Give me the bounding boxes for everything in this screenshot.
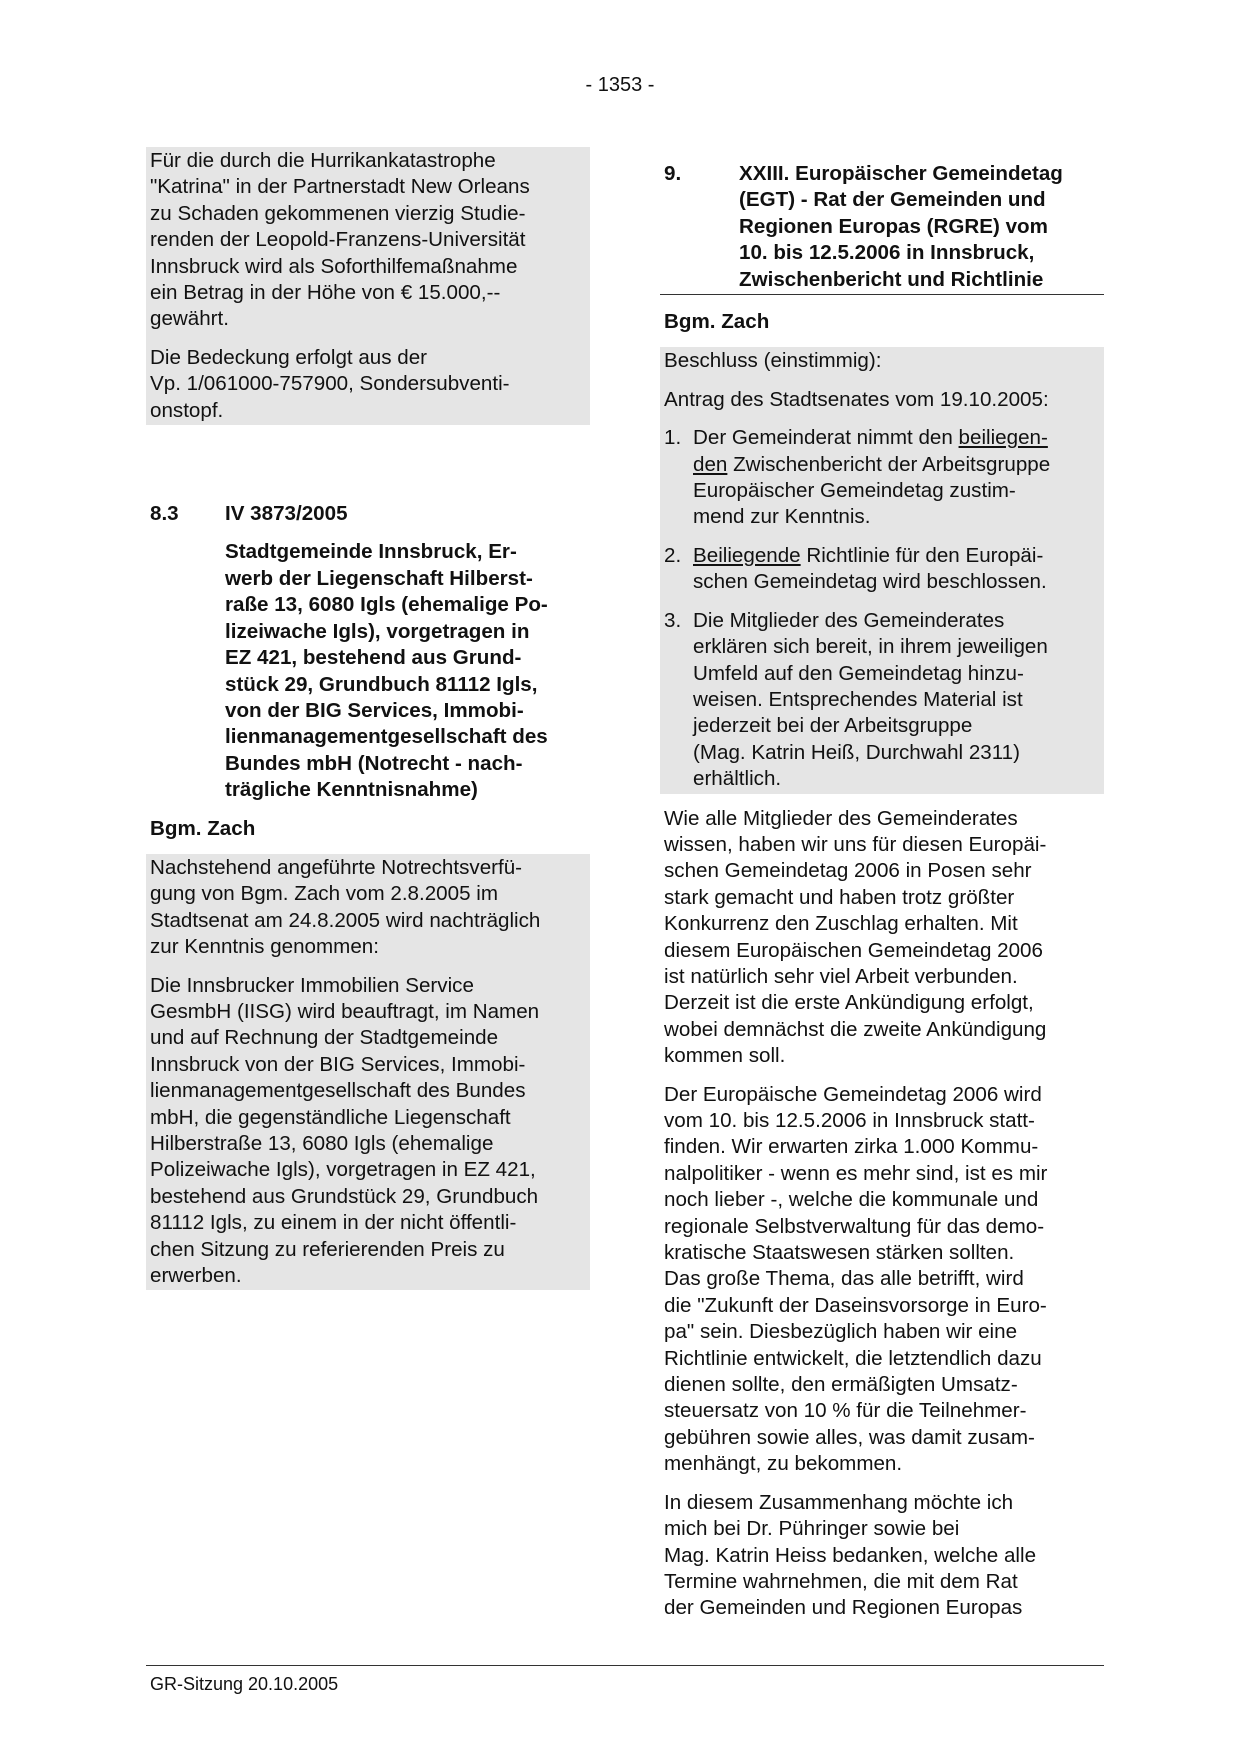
text-line: In diesem Zusammenhang möchte ich <box>664 1490 1014 1514</box>
text-line: stück 29, Grundbuch 81112 Igls, <box>225 672 538 696</box>
text-line: raße 13, 6080 Igls (ehemalige Po- <box>225 593 548 617</box>
text-line: mend zur Kenntnis. <box>693 505 871 529</box>
notrecht-resolution-block <box>146 854 590 1291</box>
text-line: schen Gemeindetag 2006 in Posen sehr <box>664 859 1032 883</box>
text-line: wissen, haben wir uns für diesen Europäi- <box>664 832 1047 856</box>
section-9-heading-block <box>660 161 1104 295</box>
text-line: ein Betrag in der Höhe von € 15.000,-- <box>150 281 501 305</box>
text-line: menhängt, zu bekommen. <box>664 1452 903 1476</box>
text-line: lizeiwache Igls), vorgetragen in <box>225 619 530 643</box>
text-line: Derzeit ist die erste Ankündigung erfolgt, <box>664 991 1034 1015</box>
text-line: Innsbruck von der BIG Services, Immobi- <box>150 1052 526 1076</box>
text-line: Das große Thema, das alle betrifft, wird <box>664 1267 1024 1291</box>
text-line: Konkurrenz den Zuschlag erhalten. Mit <box>664 912 1018 936</box>
text-line <box>693 452 1100 478</box>
text-line: Richtlinie entwickelt, die letztendlich dazu <box>664 1346 1042 1370</box>
text-line: EZ 421, bestehend aus Grund- <box>225 646 522 670</box>
text-line: erklären sich bereit, in ihrem jeweiligen <box>693 635 1048 659</box>
text-line: GesmbH (IISG) wird beauftragt, im Namen <box>150 999 540 1023</box>
speaker-label: Bgm. Zach <box>664 310 770 334</box>
intro-resolution-block <box>146 147 590 425</box>
speech-paragraph <box>660 1082 1104 1478</box>
text-line: Polizeiwache Igls), vorgetragen in EZ 421, <box>150 1158 536 1182</box>
text-line: zu Schaden gekommenen vierzig Studie- <box>150 201 526 225</box>
speech-paragraph <box>660 1490 1104 1622</box>
text-line: kommen soll. <box>664 1044 786 1068</box>
text-line: und auf Rechnung der Stadtgemeinde <box>150 1026 499 1050</box>
text-line: Nachstehend angeführte Notrechtsverfü- <box>150 855 523 879</box>
underlined-text: den <box>693 452 728 476</box>
text-line: finden. Wir erwarten zirka 1.000 Kommu- <box>664 1135 1039 1159</box>
text-line: Der Europäische Gemeindetag 2006 wird <box>664 1082 1042 1106</box>
section-number: 8.3 <box>150 502 179 526</box>
text-line: pa" sein. Diesbezüglich haben wir eine <box>664 1320 1018 1344</box>
text-line: werb der Liegenschaft Hilberst- <box>225 566 533 590</box>
text-run: Zwischenbericht der Arbeitsgruppe <box>727 452 1051 476</box>
list-number: 1. <box>664 426 682 450</box>
section-8-3-heading <box>146 501 590 527</box>
resolution-block <box>660 347 1104 793</box>
coverage-paragraph <box>146 345 590 424</box>
text-line: Umfeld auf den Gemeindetag hinzu- <box>693 661 1024 685</box>
resolution-label: Beschluss (einstimmig): <box>664 349 882 373</box>
text-line: kratische Staatswesen stärken sollten. <box>664 1241 1015 1265</box>
text-line: gebühren sowie alles, was damit zusam- <box>664 1425 1035 1449</box>
text-line: Die Bedeckung erfolgt aus der <box>150 345 428 369</box>
text-line: ist natürlich sehr viel Arbeit verbunden. <box>664 964 1018 988</box>
text-line: wobei demnächst die zweite Ankündigung <box>664 1017 1047 1041</box>
text-line: erhältlich. <box>693 767 782 791</box>
section-number: 9. <box>664 162 682 185</box>
intro-paragraph <box>146 148 590 333</box>
text-line: noch lieber -, welche die kommunale und <box>664 1188 1039 1212</box>
text-line: 81112 Igls, zu einem in der nicht öffentli- <box>150 1211 517 1235</box>
text-line: Für die durch die Hurrikankatastrophe <box>150 149 496 172</box>
text-line: Hilberstraße 13, 6080 Igls (ehemalige <box>150 1132 494 1155</box>
text-line: XXIII. Europäischer Gemeindetag <box>739 162 1063 185</box>
text-line: mich bei Dr. Pühringer sowie bei <box>664 1517 960 1541</box>
left-column <box>146 147 590 1302</box>
text-line: Stadtsenat am 24.8.2005 wird nachträglich <box>150 908 541 932</box>
footer-text: GR-Sitzung 20.10.2005 <box>150 1674 339 1694</box>
text-line: regionale Selbstverwaltung für das demo- <box>664 1214 1045 1238</box>
notrecht-paragraph <box>146 855 590 961</box>
section-subtitle <box>225 539 590 803</box>
text-line: Vp. 1/061000-757900, Sondersubventi- <box>150 372 510 396</box>
list-item <box>660 543 1104 596</box>
text-line: Europäischer Gemeindetag zustim- <box>693 479 1016 503</box>
text-line <box>693 425 1100 451</box>
footer-divider <box>146 1665 1104 1666</box>
text-line: die "Zukunft der Daseinsvorsorge in Euro- <box>664 1293 1047 1317</box>
text-line: Wie alle Mitglieder des Gemeinderates <box>664 806 1018 830</box>
list-number: 3. <box>664 608 682 632</box>
text-line: Termine wahrnehmen, die mit dem Rat <box>664 1569 1018 1593</box>
text-line: steuersatz von 10 % für die Teilnehmer- <box>664 1399 1027 1423</box>
text-line: Mag. Katrin Heiss bedanken, welche alle <box>664 1543 1037 1567</box>
text-line: schen Gemeindetag wird beschlossen. <box>693 570 1047 594</box>
section-title: IV 3873/2005 <box>225 502 348 526</box>
text-line: lienmanagementgesellschaft des <box>225 725 548 749</box>
text-line: gung von Bgm. Zach vom 2.8.2005 im <box>150 882 498 906</box>
text-line: Zwischenbericht und Richtlinie <box>739 267 1044 291</box>
text-line <box>693 543 1100 569</box>
text-line: diesem Europäischen Gemeindetag 2006 <box>664 938 1043 962</box>
text-line: der Gemeinden und Regionen Europas <box>664 1596 1023 1620</box>
motion-label: Antrag des Stadtsenates vom 19.10.2005: <box>664 387 1049 411</box>
text-line: Innsbruck wird als Soforthilfemaßnahme <box>150 254 518 278</box>
list-text <box>693 425 1100 531</box>
text-line: trägliche Kenntnisnahme) <box>225 778 478 802</box>
text-line: mbH, die gegenständliche Liegenschaft <box>150 1105 511 1129</box>
text-line: weisen. Entsprechendes Material ist <box>693 687 1023 711</box>
section-9-heading <box>660 161 1104 293</box>
text-line: Die Mitglieder des Gemeinderates <box>693 608 1005 632</box>
text-line: gewährt. <box>150 307 229 331</box>
text-line: nalpolitiker - wenn es mehr sind, ist es mir <box>664 1161 1048 1185</box>
text-line: renden der Leopold-Franzens-Universität <box>150 228 526 252</box>
text-line: von der BIG Services, Immobi- <box>225 698 524 722</box>
text-line: erwerben. <box>150 1264 242 1288</box>
speech-paragraph <box>660 806 1104 1070</box>
list-text <box>693 543 1100 596</box>
right-column <box>660 161 1104 1634</box>
text-run: Richtlinie für den Europäi- <box>800 543 1044 567</box>
text-line: vom 10. bis 12.5.2006 in Innsbruck statt- <box>664 1109 1035 1132</box>
text-run: Der Gemeinderat nimmt den <box>693 426 959 450</box>
list-item <box>660 608 1104 793</box>
text-line: dienen sollte, den ermäßigten Umsatz- <box>664 1373 1018 1397</box>
text-line: zur Kenntnis genommen: <box>150 935 379 959</box>
text-line: (Mag. Katrin Heiß, Durchwahl 2311) <box>693 740 1020 764</box>
text-line: Regionen Europas (RGRE) vom <box>739 214 1048 238</box>
underlined-text: beiliegen- <box>958 426 1048 450</box>
speaker-label: Bgm. Zach <box>150 816 256 840</box>
text-line: 10. bis 12.5.2006 in Innsbruck, <box>739 241 1035 265</box>
text-line: bestehend aus Grundstück 29, Grundbuch <box>150 1184 539 1208</box>
text-line: stark gemacht und haben trotz größter <box>664 885 1015 909</box>
list-item <box>660 425 1104 531</box>
list-text <box>693 608 1100 793</box>
text-line: (EGT) - Rat der Gemeinden und <box>739 188 1046 212</box>
text-line: jederzeit bei der Arbeitsgruppe <box>693 714 973 738</box>
iisg-paragraph <box>146 973 590 1290</box>
section-title <box>739 161 1100 293</box>
text-line: Stadtgemeinde Innsbruck, Er- <box>225 540 517 564</box>
text-line: Die Innsbrucker Immobilien Service <box>150 973 474 997</box>
text-line: lienmanagementgesellschaft des Bundes <box>150 1079 526 1103</box>
text-line: "Katrina" in der Partnerstadt New Orleans <box>150 175 530 199</box>
text-line: onstopf. <box>150 398 224 422</box>
text-line: chen Sitzung zu referierenden Preis zu <box>150 1237 505 1261</box>
list-number: 2. <box>664 543 682 567</box>
underlined-text: Beiliegende <box>693 543 801 567</box>
text-line: Bundes mbH (Notrecht - nach- <box>225 751 523 775</box>
page-number: - 1353 - <box>585 74 655 96</box>
